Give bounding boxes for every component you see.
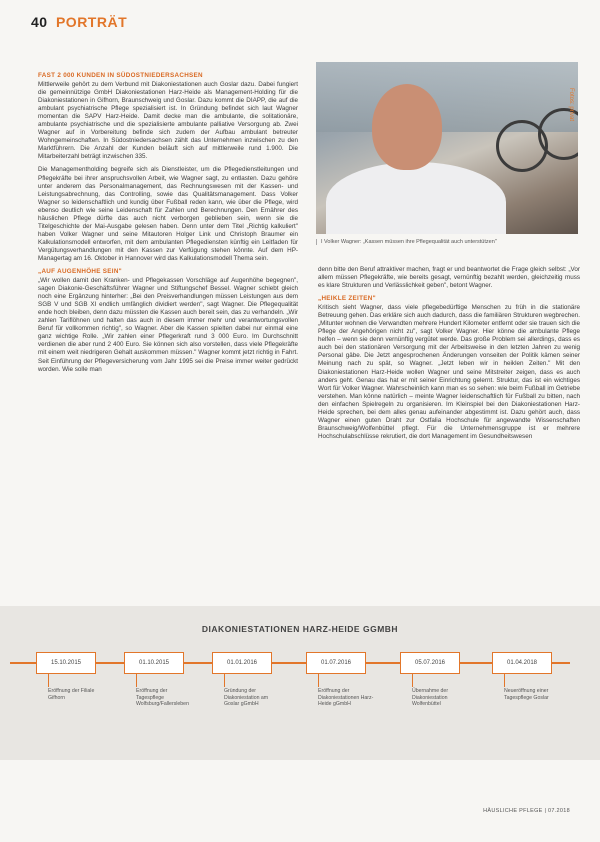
timeline-label: Eröffnung der Filiale Gifhorn	[48, 688, 95, 701]
timeline-tick	[48, 673, 49, 687]
timeline-box	[0, 606, 600, 760]
timeline-tick	[136, 673, 137, 687]
portrait-photo	[316, 62, 578, 234]
paragraph: denn bitte den Beruf attraktiver machen, fragt er und beantwortet die Frage gleich selbst: „Vor allem müssen Pflegekräfte, wie bereits gesagt, vernünftig bezahlt werden, gleichzeitig muss es klare Strukturen und Verlässlichkeit geben", betont Wagner.	[318, 266, 580, 290]
paragraph: Die Managementholding begreife sich als Dienstleister, um die Pflegedienstleitungen und Pflegekräfte bei ihrer anspruchsvollen Arbeit, wie Wagner sagt, zu entlasten. Dazu gehöre unter anderem das Personalmanagement, das Rechnungswesen mit der Kassen- und Leistungsabrechnung, das Controlling, sowie das Qualitätsmanagement. Dass Volker Wagner so leidenschaftlich und kundig über Fußball reden kann, wie über die Pflege, wird ebenso deutlich wie seine Leidenschaft für Zahlen und Berechnungen. Den Ernährer des häuslichen Pflege dürfte das auch nicht verborgen geblieben sein, wenn sie die Titelgeschichte der Mai-Ausgabe gelesen haben. Denn unter dem Titel „Richtig kalkuliert" haben Volker Wagner und seine Mitautoren Holger Link und Christoph Braumer ein Kalkulationsmodell entworfen, mit dem ambulanten Pflegediensten künftig ein Leitfaden für Vergütungsverhandlungen mit den Kassen zur Verfügung stehen könnte. Auf dem HP-Managertag am 16. Oktober in Hannover wird das Kalkulationsmodell Thema sein.	[38, 166, 298, 262]
timeline-tick	[224, 673, 225, 687]
timeline-date: 01.07.2016	[306, 652, 366, 674]
paragraph: „Wir wollen damit den Kranken- und Pflegekassen Vorschläge auf Augenhöhe begegnen", sagen Diakonie-Geschäftsführer Wagner und Stiftungschef Bessel. Wagner schiebt gleich noch eine Ergänzung hinterher: „Bei den Preisverhandlungen müssen Leistungen aus dem SGB V und SGB XI endlich umfänglich dividiert werden", sagt Wagner. Die Pflegequalität ende hoch bleiben, denn dazu müssten die Kassen auch bereit sein, das zu verhandeln. „Wir zahlen Tariflöhnen und halten das auch in diesem immer mehr und verantwortungsvollen Beruf für vollkommen richtig", so Wagner. Aber die Kassen spielten dabei nur einmal eine ganz wichtige Rolle. „Wir zahlen einer Pflegerkraft rund 3 000 Euro. Im Durchschnitt verdienen die aber rund 2 400 Euro. Sie können sich also vorstellen, dass viele Pflegekräfte mit einem weit niedrigeren Gehalt auskommen müssen." Wagner kommt jetzt richtig in Fahrt. Seit Einführung der Pflegeversicherung vom Jahr 1995 sei die Preise immer weiter gedrückt worden. Wie solle man	[38, 277, 298, 373]
timeline-label: Eröffnung der Tagespflege Wolfsburg/Fallersleben	[136, 688, 189, 707]
window-background	[316, 62, 578, 132]
timeline-date: 01.04.2018	[492, 652, 552, 674]
timeline-date: 05.07.2016	[400, 652, 460, 674]
photo-credit: Fotos: privat	[568, 88, 574, 122]
page-number: 40	[31, 14, 48, 30]
section-title: PORTRÄT	[55, 14, 128, 30]
paragraph: Mittlerweile gehört zu dem Verbund mit Diakoniestationen auch Goslar dazu. Dabei fungiert die gemeinnützige GmbH Diakoniestationen Harz-Heide als Management-Holding für die Diakoniestationen in Gifhorn, Braunschweig und Goslar. Dazu kommt die DIAPP, die auf die ambulant psychiatrische Pflege spezialisiert ist. In Gründung befindet sich laut Wagner momentan die SAPV Harz-Heide. Damit decke man die ambulante, die solitationäre, ambulante psychiatrische und die spezialisierte ambulante palliative Versorgung ab. Zwei Wagner auf in Vorbereitung befinde sich zudem der Aufbau ambulant betreuter Wohngemeinschaften. In Südostniedersachsen zählt das Unternehmen inzwischen zu den Marktführern. Die Anzahl der Kunden beläuft sich auf mittlerweile rund 1.900. Die Mitarbeiterzahl beträgt inzwischen 335.	[38, 81, 298, 161]
timeline-date: 15.10.2015	[36, 652, 96, 674]
right-column	[318, 266, 580, 446]
timeline-date: 01.01.2016	[212, 652, 272, 674]
person-head	[372, 84, 442, 170]
timeline-tick	[412, 673, 413, 687]
paragraph: Kritisch sieht Wagner, dass viele pflegebedürftige Menschen zu früh in die stationäre Betreuung gehen. Das erkläre sich auch dadurch, dass die familiären Strukturen wegbrechen. „Mitunter wohnen die Verwandten mehrere Hundert Kilometer entfernt oder sie trauen sich die Pflege der Angehörigen nicht zu", sagt Volker Wagner. Hier könne die ambulante Pflege helfen – wenn sie denn vernünftig vergütet werde. Das große Problem sei allerdings, dass es auch bei den stationären Versorgung mit der Arbeitsweise in den letzten Jahren zu wenig Personal gäbe. Die Jetzt angesprochenen Änderungen vonseiten der Politik kämen seiner Meinung nach zu spät, so Wagner. „Jetzt leben wir in heiklen Zeiten." Mit den Diakoniestationen Harz-Heide wollen Wagner und seine Mitstreiter zeigen, dass es auch anders geht. Genau das hat er mit seiner Einrichtung gelernt. Struktur, das ist ein wichtiges Wort für Volker Wagner. Wahrscheinlich kann man es so sehen: wie beim Fußball im Getriebe verstehen. Man könne natürlich – meinte Wagner leidenschaftlich für Fußball zu bitten, nach den einfachen Spielregeln zu organisieren. Im Kleinspiel bei den Diakoniestationen Harz-Heide sprechen, bei dem alles genau aufeinander abgestimmt ist. Dazu gehört auch, dass Wagner einen guten Draht zur Ostfalia Hochschule für angewandte Wissenschaften Braunschweig/Wolfenbüttel pflegt. Für die Unternehmensgruppe ist er mehrere Hochschulabschlüsse rekrutiert, die dort Management im Gesundheitswesen	[318, 304, 580, 440]
timeline-label: Eröffnung der Diakoniestationen Harz-Heide gGmbH	[318, 688, 374, 707]
left-column	[38, 72, 298, 379]
timeline-date: 01.10.2015	[124, 652, 184, 674]
timeline-tick	[318, 673, 319, 687]
timeline-label: Übernahme der Diakoniestation Wolfenbüttel	[412, 688, 449, 707]
subheading-heikle-zeiten: „HEIKLE ZEITEN"	[318, 295, 376, 303]
subheading-augenhoehe: „AUF AUGENHÖHE SEIN"	[38, 268, 122, 276]
person-shirt	[326, 162, 506, 234]
page-footer: HÄUSLICHE PFLEGE | 07.2018	[483, 808, 570, 814]
subheading-kunden: FAST 2 000 KUNDEN IN SÜDOSTNIEDERSACHSEN	[38, 72, 203, 79]
timeline-title: DIAKONIESTATIONEN HARZ-HEIDE GGMBH	[201, 624, 399, 634]
page-header	[31, 14, 127, 30]
timeline-tick	[504, 673, 505, 687]
photo-caption: I Volker Wagner: „Kassen müssen ihre Pflegequalität auch unterstützen"	[316, 239, 583, 245]
timeline-label: Gründung der Diakoniestation am Goslar gGmbH	[224, 688, 269, 707]
timeline-label: Neueröffnung einer Tagespflege Goslar	[504, 688, 549, 701]
